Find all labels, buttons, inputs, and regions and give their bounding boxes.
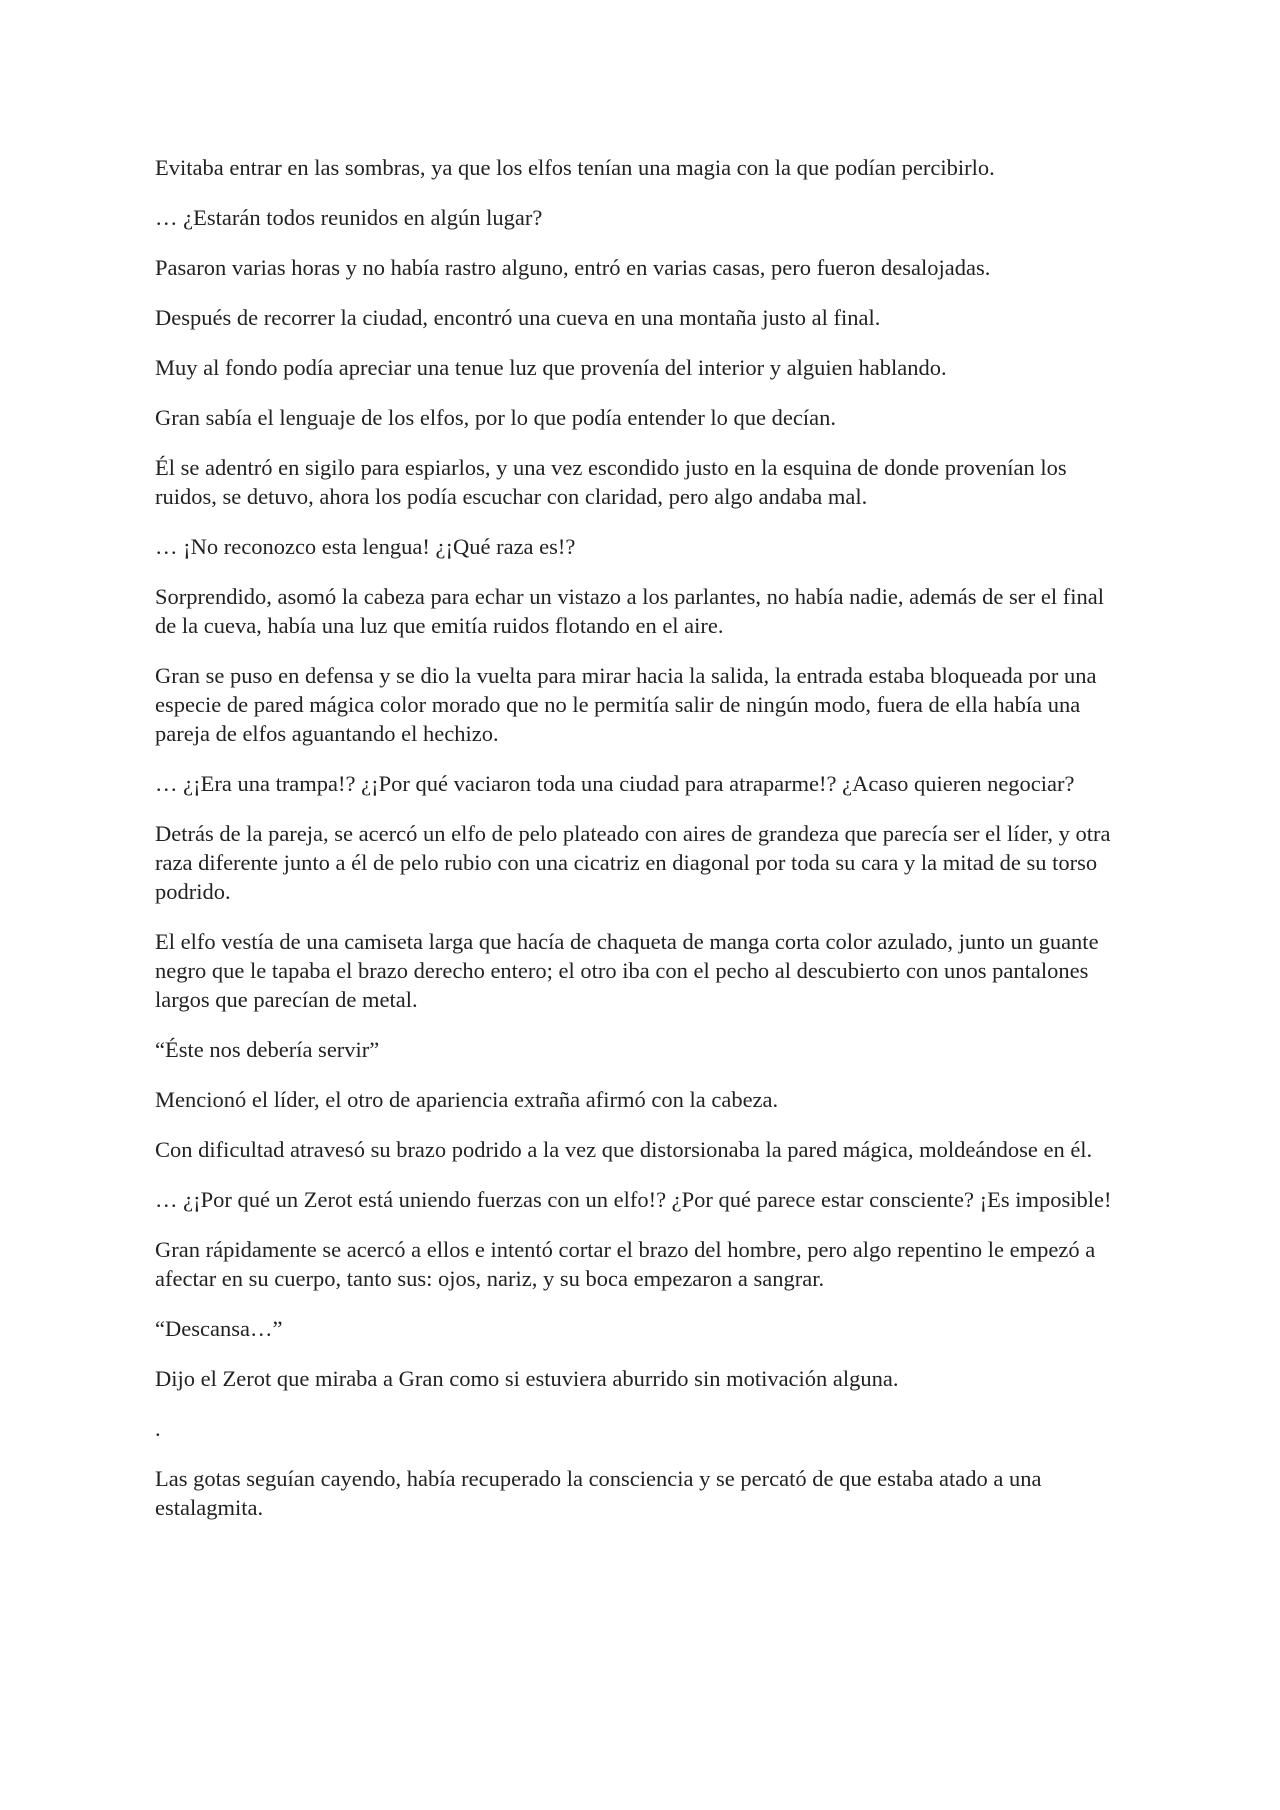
paragraph: … ¿¡Era una trampa!? ¿¡Por qué vaciaron toda una ciudad para atraparme!? ¿Acaso quieren negociar? [155,771,1075,796]
paragraph: “Éste nos debería servir” [155,1037,380,1062]
paragraph: Detrás de la pareja, se acercó un elfo de pelo plateado con aires de grandeza que parecía ser el líder, y otra raza diferente junto a él de pelo rubio con una cicatriz en diagonal por toda su cara y la mitad de su torso podrido. [155,821,1111,904]
paragraph: Gran sabía el lenguaje de los elfos, por lo que podía entender lo que decían. [155,405,837,430]
paragraph: Mencionó el líder, el otro de apariencia extraña afirmó con la cabeza. [155,1087,779,1112]
paragraph: “Descansa…” [155,1316,283,1341]
paragraph: Después de recorrer la ciudad, encontró una cueva en una montaña justo al final. [155,305,881,330]
paragraph: Él se adentró en sigilo para espiarlos, y una vez escondido justo en la esquina de donde provenían los ruidos, se detuvo, ahora los podía escuchar con claridad, pero algo andaba mal. [155,455,1067,509]
paragraph: Muy al fondo podía apreciar una tenue luz que provenía del interior y alguien hablando. [155,355,947,380]
paragraph: … ¿Estarán todos reunidos en algún lugar? [155,205,543,230]
paragraph: Las gotas seguían cayendo, había recuperado la consciencia y se percató de que estaba atado a una estalagmita. [155,1466,1042,1520]
paragraph: Con dificultad atravesó su brazo podrido a la vez que distorsionaba la pared mágica, moldeándose en él. [155,1137,1093,1162]
paragraph: El elfo vestía de una camiseta larga que hacía de chaqueta de manga corta color azulado, junto un guante negro que le tapaba el brazo derecho entero; el otro iba con el pecho al descubierto con unos pantalones largos que parecían de metal. [155,929,1099,1012]
paragraph: Pasaron varias horas y no había rastro alguno, entró en varias casas, pero fueron desalojadas. [155,255,991,280]
document-body [155,153,1130,1543]
paragraph: … ¡No reconozco esta lengua! ¿¡Qué raza es!? [155,534,576,559]
paragraph: Evitaba entrar en las sombras, ya que los elfos tenían una magia con la que podían percibirlo. [155,155,995,180]
paragraph: . [155,1416,161,1441]
paragraph: … ¿¡Por qué un Zerot está uniendo fuerzas con un elfo!? ¿Por qué parece estar consciente? ¡Es imposible! [155,1187,1112,1212]
paragraph: Dijo el Zerot que miraba a Gran como si estuviera aburrido sin motivación alguna. [155,1366,899,1391]
paragraph: Sorprendido, asomó la cabeza para echar un vistazo a los parlantes, no había nadie, además de ser el final de la cueva, había una luz que emitía ruidos flotando en el aire. [155,584,1104,638]
paragraph: Gran rápidamente se acercó a ellos e intentó cortar el brazo del hombre, pero algo repentino le empezó a afectar en su cuerpo, tanto sus: ojos, nariz, y su boca empezaron a sangrar. [155,1237,1096,1291]
paragraph: Gran se puso en defensa y se dio la vuelta para mirar hacia la salida, la entrada estaba bloqueada por una especie de pared mágica color morado que no le permitía salir de ningún modo, fuera de ella había una pareja de elfos aguantando el hechizo. [155,663,1097,746]
